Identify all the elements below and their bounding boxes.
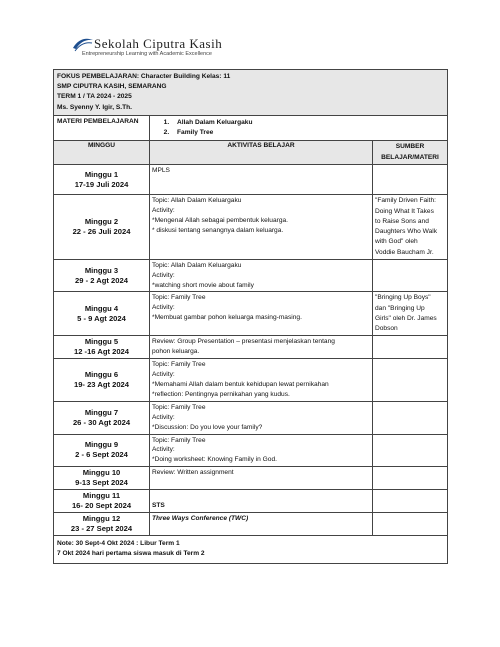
activity-line: *Discussion: Do you love your family? [152,423,263,431]
week-cell [54,434,150,467]
header-block [54,70,448,116]
activity-line: Topic: Allah Dalam Keluargaku [152,197,242,205]
materi-item: 1. Allah Dalam Keluargaku [171,118,444,128]
logo-tagline: Entrepreneurship Learning with Academic Excellence [82,51,212,57]
source-cell [373,359,448,402]
week-dates: 19- 23 Agt 2024 [73,380,129,390]
logo-name: Sekolah Ciputra Kasih [94,36,223,51]
activity-cell [150,336,373,359]
source-line: Dobson [375,325,398,333]
week-row [54,195,448,259]
activity-cell [150,467,373,490]
week-number: Minggu 1 [84,170,119,180]
activity-line: Activity: [152,446,175,454]
note-cell [54,535,448,563]
source-cell [373,259,448,292]
week-number: Minggu 10 [82,468,121,478]
header-row [54,70,448,116]
week-number: Minggu 4 [84,303,119,313]
week-row [54,467,448,490]
header-term: TERM 1 / TA 2024 - 2025 [57,93,132,101]
week-cell [54,292,150,336]
column-header-activity: AKTIVITAS BELAJAR [150,141,373,165]
column-header-week: MINGGU [54,141,150,165]
week-dates: 26 - 30 Agt 2024 [72,417,131,427]
week-row [54,336,448,359]
source-cell [373,165,448,195]
materi-list [153,118,444,138]
source-cell [373,489,448,512]
logo-swoosh-icon [72,36,94,52]
source-cell [373,195,448,259]
week-dates: 2 - 6 Sept 2024 [75,450,128,460]
week-row [54,401,448,434]
activity-line: MPLS [152,167,170,175]
activity-line: Topic: Family Tree [152,361,206,369]
week-dates: 22 - 26 Juli 2024 [72,227,131,237]
week-row [54,292,448,336]
week-number: Minggu 5 [84,337,119,347]
activity-line: Activity: [152,304,175,312]
activity-line: *Doing worksheet: Knowing Family in God. [152,456,277,464]
activity-line: *Memahami Allah dalam bentuk kehidupan lewat pernikahan [152,381,329,389]
source-line: with God" oleh [375,238,418,246]
activity-line: Review: Written assignment [152,469,234,477]
header-school: SMP CIPUTRA KASIH, SEMARANG [57,83,167,91]
week-number: Minggu 7 [84,407,119,417]
source-line: dan "Bringing Up [375,304,425,312]
source-line: "Family Driven Faith: [375,197,436,205]
header-teacher: Ms. Syenny Y. Igir, S.Th. [57,103,132,111]
source-line: Daughters Who Walk [375,228,438,236]
activity-line: Topic: Family Tree [152,294,206,302]
activity-line: STS [152,501,165,509]
week-number: Minggu 6 [84,370,119,380]
week-dates: 17-19 Juli 2024 [74,179,129,189]
week-cell [54,512,150,535]
week-dates: 29 - 2 Agt 2024 [75,275,128,285]
source-cell [373,336,448,359]
week-row [54,434,448,467]
column-header-source-line: BELAJAR/MATERI [381,153,439,161]
activity-cell [150,489,373,512]
week-cell [54,336,150,359]
materi-list-cell [150,115,448,140]
activity-line: Topic: Allah Dalam Keluargaku [152,261,242,269]
activity-line: pohon keluarga. [152,348,200,356]
materi-item: 2. Family Tree [171,128,444,138]
activity-line: *reflection: Pentingnya pernikahan yang kudus. [152,390,290,398]
source-line: to Raise Sons and [375,217,429,225]
activity-line: Topic: Family Tree [152,403,206,411]
week-number: Minggu 11 [82,490,121,500]
week-row [54,489,448,512]
column-header-source [373,141,448,165]
activity-cell [150,512,373,535]
week-dates: 12 -16 Agt 2024 [73,347,129,357]
week-row [54,259,448,292]
source-cell [373,401,448,434]
school-logo [72,34,332,64]
activity-line [152,491,370,501]
week-cell [54,489,150,512]
week-number: Minggu 9 [84,440,119,450]
source-cell [373,434,448,467]
activity-line: *Membuat gambar pohon keluarga masing-masing. [152,314,302,322]
week-row [54,512,448,535]
activity-line: Three Ways Conference (TWC) [152,514,249,522]
activity-line: Activity: [152,271,175,279]
week-row [54,359,448,402]
week-dates: 16- 20 Sept 2024 [71,500,132,510]
activity-cell [150,434,373,467]
note-row [54,535,448,563]
week-cell [54,195,150,259]
source-cell [373,467,448,490]
week-cell [54,401,150,434]
materi-row [54,115,448,140]
activity-cell [150,165,373,195]
activity-line: *watching short movie about family [152,281,254,289]
activity-line: * diskusi tentang senangnya dalam keluarga. [152,227,284,235]
week-number: Minggu 3 [84,265,119,275]
activity-cell [150,359,373,402]
week-dates: 9-13 Sept 2024 [75,478,128,488]
activity-cell [150,401,373,434]
column-header-row [54,141,448,165]
activity-line: Activity: [152,371,175,379]
source-line: Voddie Baucham Jr. [375,248,434,256]
note-line: 7 Okt 2024 hari pertama siswa masuk di Term 2 [57,550,205,558]
header-focus: FOKUS PEMBELAJARAN: Character Building Kelas: 11 [57,73,231,80]
activity-line: Activity: [152,207,175,215]
lesson-plan-table [53,69,448,564]
activity-cell [150,195,373,259]
week-cell [54,359,150,402]
week-cell [54,259,150,292]
activity-line: *Mengenal Allah sebagai pembentuk keluarga. [152,217,288,225]
activity-line: Activity: [152,413,175,421]
source-line: Girls" oleh Dr. James [375,314,437,322]
week-dates: 23 - 27 Sept 2024 [70,523,133,533]
week-cell [54,467,150,490]
note-line: Note: 30 Sept-4 Okt 2024 : Libur Term 1 [57,539,180,547]
week-number: Minggu 2 [84,217,119,227]
source-cell [373,512,448,535]
activity-cell [150,259,373,292]
source-line: Doing What It Takes [375,207,434,215]
week-number: Minggu 12 [82,513,121,523]
materi-label: MATERI PEMBELAJARAN [54,115,150,140]
source-cell [373,292,448,336]
week-cell [54,165,150,195]
week-dates: 5 - 9 Agt 2024 [77,313,126,323]
activity-line: Review: Group Presentation – presentasi menjelaskan tentang [152,338,335,346]
source-line: "Bringing Up Boys" [375,294,431,302]
activity-line: Topic: Family Tree [152,436,206,444]
week-row [54,165,448,195]
column-header-source-line: SUMBER [395,143,425,151]
activity-cell [150,292,373,336]
